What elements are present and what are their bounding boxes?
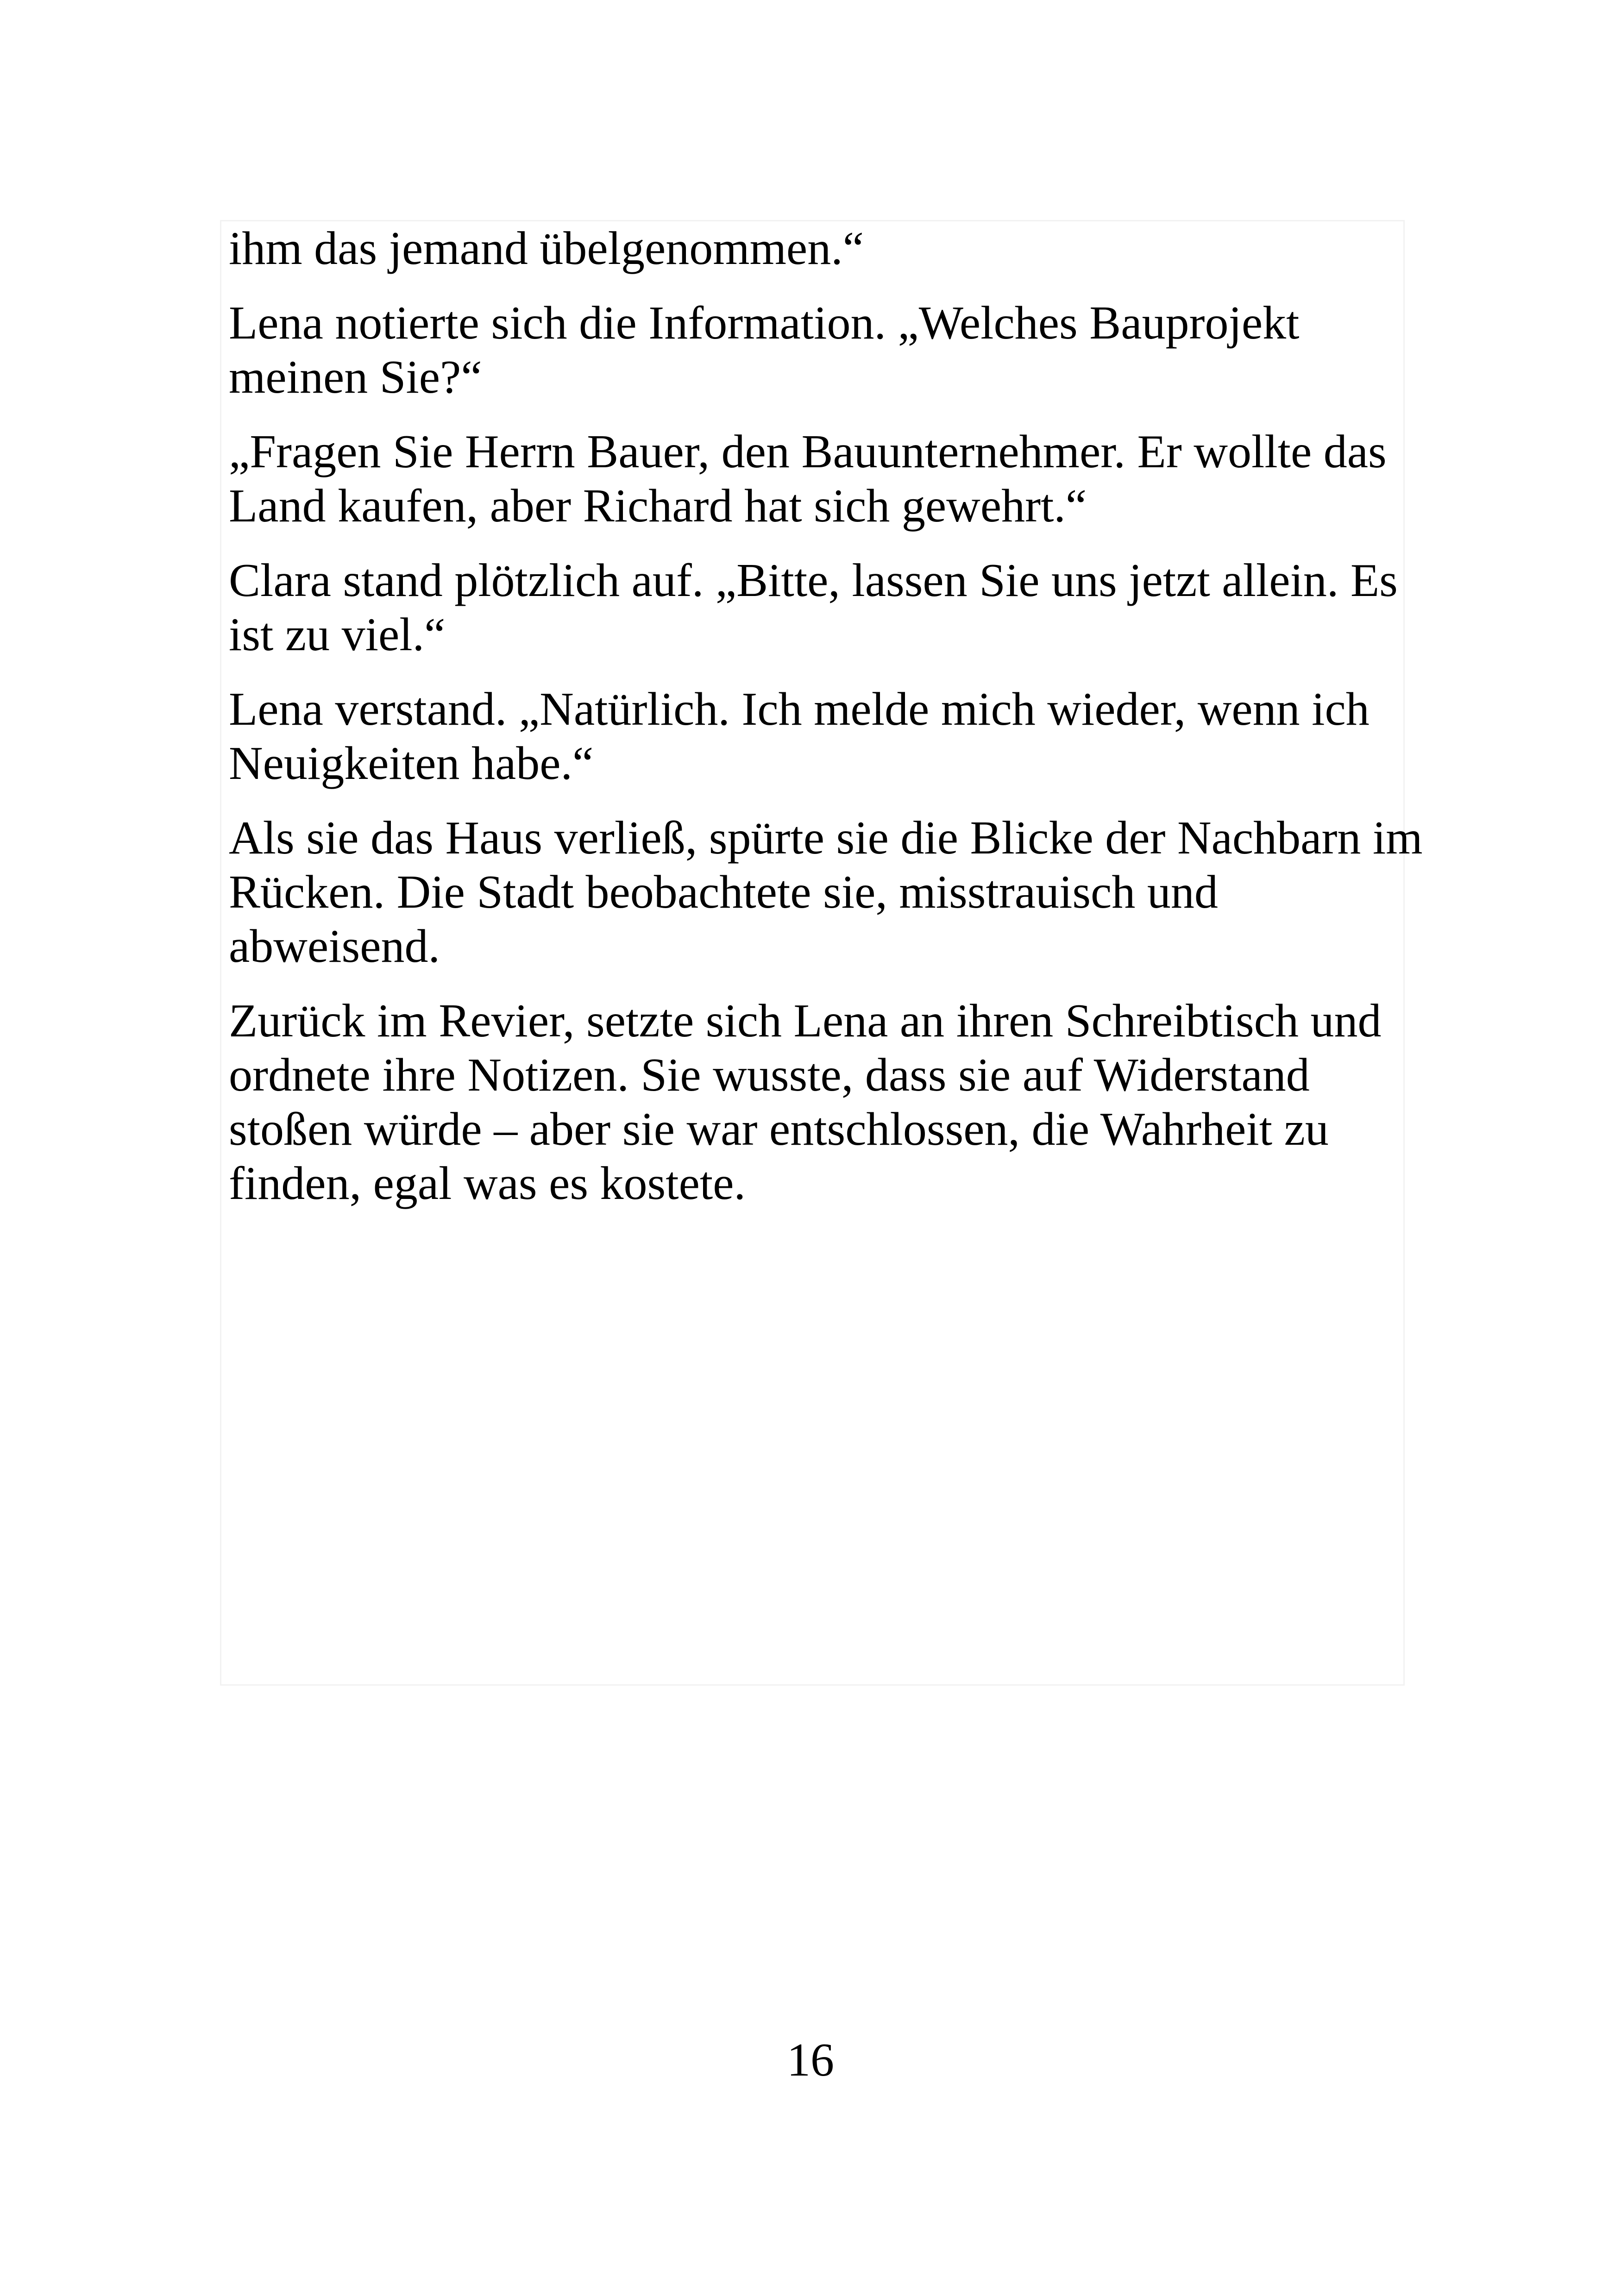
paragraph: [229, 994, 1414, 1211]
text-line: Neuigkeiten habe.“: [229, 737, 594, 790]
paragraph: [229, 425, 1414, 533]
page-number: 16: [787, 2034, 834, 2086]
text-line: meinen Sie?“: [229, 351, 482, 403]
text-line: „Fragen Sie Herrn Bauer, den Bauunternehmer. Er wollte das: [229, 426, 1387, 478]
text-line: ordnete ihre Notizen. Sie wusste, dass sie auf Widerstand: [229, 1049, 1310, 1101]
text-line: abweisend.: [229, 920, 440, 972]
text-frame: [220, 220, 1423, 1686]
text-line: ihm das jemand übelgenommen.“: [229, 222, 864, 275]
text-line: Lena verstand. „Natürlich. Ich melde mich wieder, wenn ich: [229, 683, 1370, 735]
text-line: Lena notierte sich die Information. „Welches Bauprojekt: [229, 297, 1300, 349]
paragraph: [229, 553, 1414, 662]
text-line: Als sie das Haus verließ, spürte sie die Blicke der Nachbarn im: [229, 812, 1423, 864]
paragraph: [229, 296, 1414, 404]
text-body: [229, 221, 1423, 1231]
text-line: Land kaufen, aber Richard hat sich gewehrt.“: [229, 480, 1087, 532]
paragraph: [229, 221, 1414, 276]
text-line: stoßen würde – aber sie war entschlossen, die Wahrheit zu: [229, 1103, 1329, 1155]
text-line: Zurück im Revier, setzte sich Lena an ihren Schreibtisch und: [229, 995, 1382, 1047]
paragraph: [229, 682, 1414, 790]
text-line: Clara stand plötzlich auf. „Bitte, lassen Sie uns jetzt allein. Es: [229, 554, 1398, 607]
text-line: finden, egal was es kostete.: [229, 1157, 746, 1210]
text-line: ist zu viel.“: [229, 609, 446, 661]
paragraph: [229, 811, 1423, 973]
text-line: Rücken. Die Stadt beobachtete sie, misstrauisch und: [229, 866, 1218, 918]
